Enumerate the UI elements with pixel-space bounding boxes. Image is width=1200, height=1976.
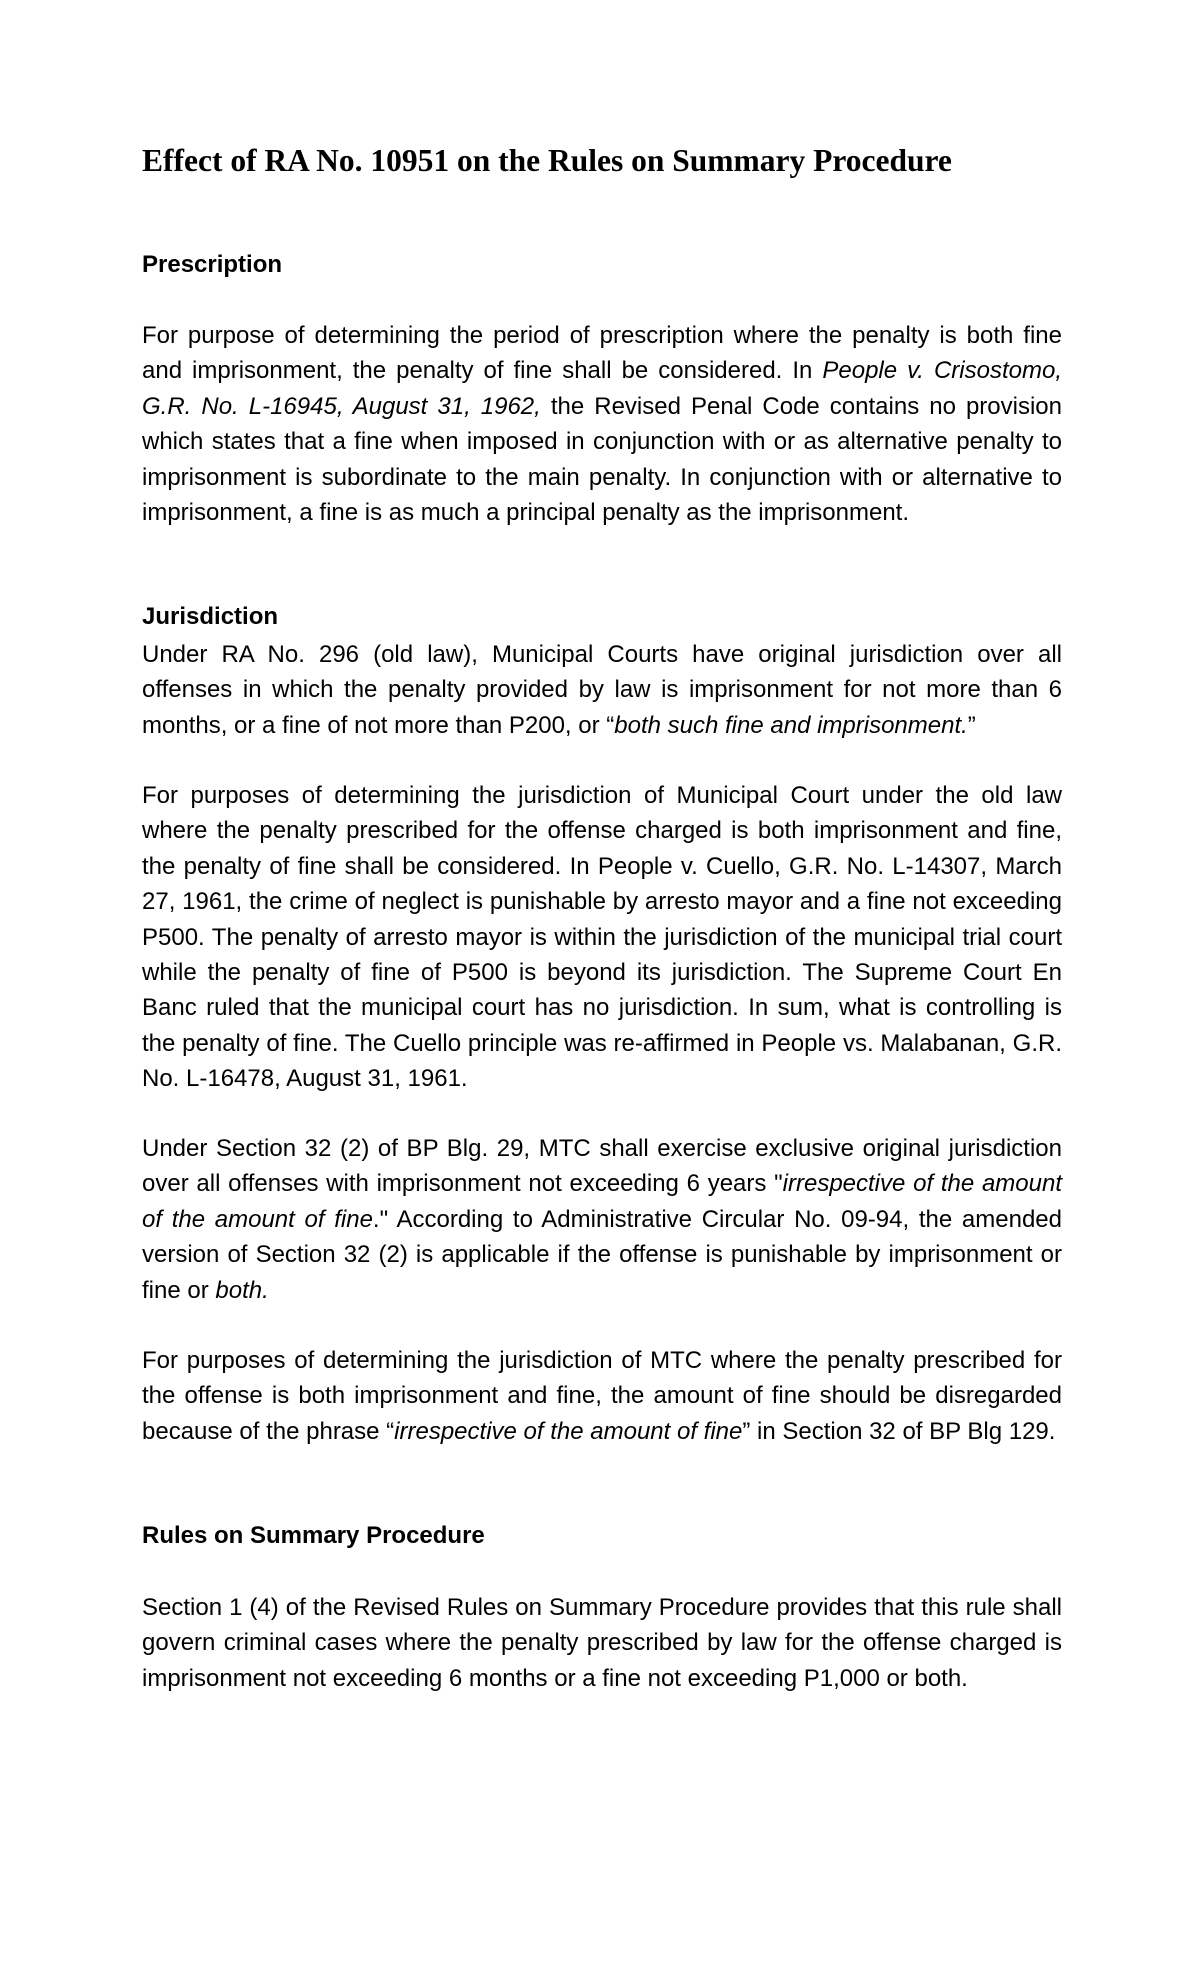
emphasis: both. xyxy=(215,1276,269,1304)
paragraph-prescription xyxy=(142,318,1062,530)
heading-jurisdiction: Jurisdiction xyxy=(142,603,279,630)
paragraph-summary-procedure: Section 1 (4) of the Revised Rules on Summary Procedure provides that this rule shall govern criminal cases where the penalty prescribed by law for the offense charged is imprisonment not exceeding 6 months or a fine not exceeding P1,000 or both. xyxy=(142,1594,1062,1692)
paragraph-jurisdiction-1 xyxy=(142,637,1062,743)
text-run: For purposes of determining the jurisdiction of MTC where the penalty prescribed for the offense is both imprisonment and fine, the amount of fine should be disregarded because of the phrase “ xyxy=(142,1347,1062,1445)
text-run: ” xyxy=(967,711,976,739)
case-citation: People v. Crisostomo, G.R. No. L-16945, August 31, 1962, xyxy=(142,357,1062,420)
paragraph-jurisdiction-4 xyxy=(142,1343,1062,1449)
text-run: Under Section 32 (2) of BP Blg. 29, MTC shall exercise exclusive original jurisdiction over all offenses with imprisonment not exceeding 6 years " xyxy=(142,1135,1062,1198)
text-run: the Revised Penal Code contains no provision which states that a fine when imposed in conjunction with or as alternative penalty to imprisonment is subordinate to the main penalty. In conjunction with or alternative to imprisonment, a fine is as much a principal penalty as the imprisonment. xyxy=(142,392,1062,527)
quoted-phrase: irrespective of the amount of the amount of fine xyxy=(142,1170,1062,1233)
text-run: For purpose of determining the period of prescription where the penalty is both fine and imprisonment, the penalty of fine shall be considered. In xyxy=(142,322,1062,385)
paragraph-jurisdiction-2: For purposes of determining the jurisdiction of Municipal Court under the old law where the penalty prescribed for the offense charged is both imprisonment and fine, the penalty of fine shall be considered. In People v. Cuello, G.R. No. L-14307, March 27, 1961, the crime of neglect is punishable by arresto mayor and a fine not exceeding P500. The penalty of arresto mayor is within the jurisdiction of the municipal trial court while the penalty of fine of P500 is beyond its jurisdiction. The Supreme Court En Banc ruled that the municipal court has no jurisdiction. In sum, what is controlling is the penalty of fine. The Cuello principle was re-affirmed in People vs. Malabanan, G.R. No. L-16478, August 31, 1961. xyxy=(142,782,1062,1093)
heading-summary-procedure: Rules on Summary Procedure xyxy=(142,1522,485,1549)
heading-prescription: Prescription xyxy=(142,251,283,278)
document-title: Effect of RA No. 10951 on the Rules on Summary Procedure xyxy=(142,143,952,178)
quoted-phrase: both such fine and imprisonment. xyxy=(614,711,968,739)
text-run: ." According to Administrative Circular No. 09-94, the amended version of Section 32 (2) is applicable if the offense is punishable by imprisonment or fine or xyxy=(142,1205,1062,1304)
text-run: Under RA No. 296 (old law), Municipal Courts have original jurisdiction over all offenses in which the penalty provided by law is imprisonment for not more than 6 months, or a fine of not more than P200, or “ xyxy=(142,641,1062,739)
text-run: ” in Section 32 of BP Blg 129. xyxy=(742,1417,1056,1445)
quoted-phrase: irrespective of the amount of fine xyxy=(394,1417,743,1445)
paragraph-jurisdiction-3 xyxy=(142,1131,1062,1308)
